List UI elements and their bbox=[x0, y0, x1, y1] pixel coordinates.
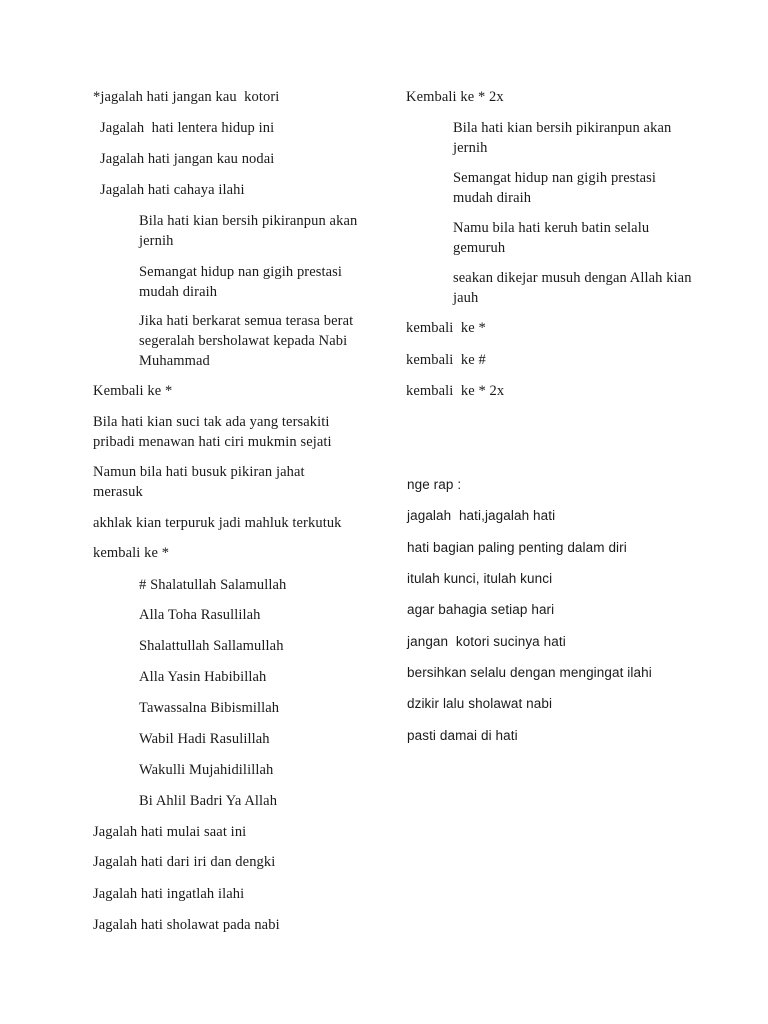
lyric-line: Jagalah hati ingatlah ilahi bbox=[93, 886, 245, 902]
intro-line: *jagalah hati jangan kau kotori bbox=[93, 89, 280, 105]
lyric-line: Jagalah hati lentera hidup ini bbox=[100, 120, 275, 136]
refrain-marker: kembali ke * bbox=[406, 320, 486, 336]
indented-verse: Semangat hidup nan gigih prestasi mudah diraih bbox=[453, 170, 657, 206]
refrain-marker: Kembali ke * bbox=[93, 383, 173, 399]
lyric-line: Jagalah hati mulai saat ini bbox=[93, 824, 247, 840]
sholawat-line: Tawassalna Bibismillah bbox=[139, 700, 280, 716]
lyric-line: Jagalah hati sholawat pada nabi bbox=[93, 917, 280, 933]
indented-verse: Jika hati berkarat semua terasa berat segeralah bersholawat kepada Nabi Muhammad bbox=[139, 313, 354, 369]
refrain-marker: kembali ke * 2x bbox=[406, 383, 505, 399]
rap-line: hati bagian paling penting dalam diri bbox=[407, 540, 627, 555]
rap-line: jagalah hati,jagalah hati bbox=[407, 508, 556, 523]
sholawat-line: Alla Toha Rasullilah bbox=[139, 607, 261, 623]
rap-line: jangan kotori sucinya hati bbox=[407, 634, 566, 649]
sholawat-line: Alla Yasin Habibillah bbox=[139, 669, 267, 685]
refrain-marker: Kembali ke * 2x bbox=[406, 89, 504, 105]
lyric-line: Jagalah hati dari iri dan dengki bbox=[93, 854, 276, 870]
lyric-line: Jagalah hati cahaya ilahi bbox=[100, 182, 245, 198]
refrain-marker: kembali ke * bbox=[93, 545, 170, 561]
sholawat-line: Bi Ahlil Badri Ya Allah bbox=[139, 793, 278, 809]
indented-verse: Semangat hidup nan gigih prestasi mudah diraih bbox=[139, 264, 343, 300]
indented-verse: Bila hati kian bersih pikiranpun akan jernih bbox=[139, 213, 358, 249]
rap-line: dzikir lalu sholawat nabi bbox=[407, 696, 553, 711]
lyric-line: akhlak kian terpuruk jadi mahluk terkutuk bbox=[93, 515, 342, 531]
indented-verse: Bila hati kian bersih pikiranpun akan jernih bbox=[453, 120, 672, 156]
rap-line: pasti damai di hati bbox=[407, 728, 518, 743]
rap-heading: nge rap : bbox=[407, 477, 462, 492]
lyric-line: Jagalah hati jangan kau nodai bbox=[100, 151, 275, 167]
sholawat-line: # Shalatullah Salamullah bbox=[139, 577, 287, 593]
rap-line: itulah kunci, itulah kunci bbox=[407, 571, 553, 586]
rap-line: agar bahagia setiap hari bbox=[407, 602, 555, 617]
refrain-marker: kembali ke # bbox=[406, 352, 486, 368]
indented-verse: Namu bila hati keruh batin selalu gemuruh bbox=[453, 220, 650, 256]
lyric-paragraph: Bila hati kian suci tak ada yang tersakiti pribadi menawan hati ciri mukmin sejati bbox=[93, 414, 332, 450]
rap-line: bersihkan selalu dengan mengingat ilahi bbox=[407, 665, 652, 680]
sholawat-line: Wakulli Mujahidilillah bbox=[139, 762, 274, 778]
indented-verse: seakan dikejar musuh dengan Allah kian jauh bbox=[453, 270, 692, 306]
sholawat-line: Shalattullah Sallamullah bbox=[139, 638, 284, 654]
lyric-paragraph: Namun bila hati busuk pikiran jahat merasuk bbox=[93, 464, 305, 500]
sholawat-line: Wabil Hadi Rasulillah bbox=[139, 731, 270, 747]
